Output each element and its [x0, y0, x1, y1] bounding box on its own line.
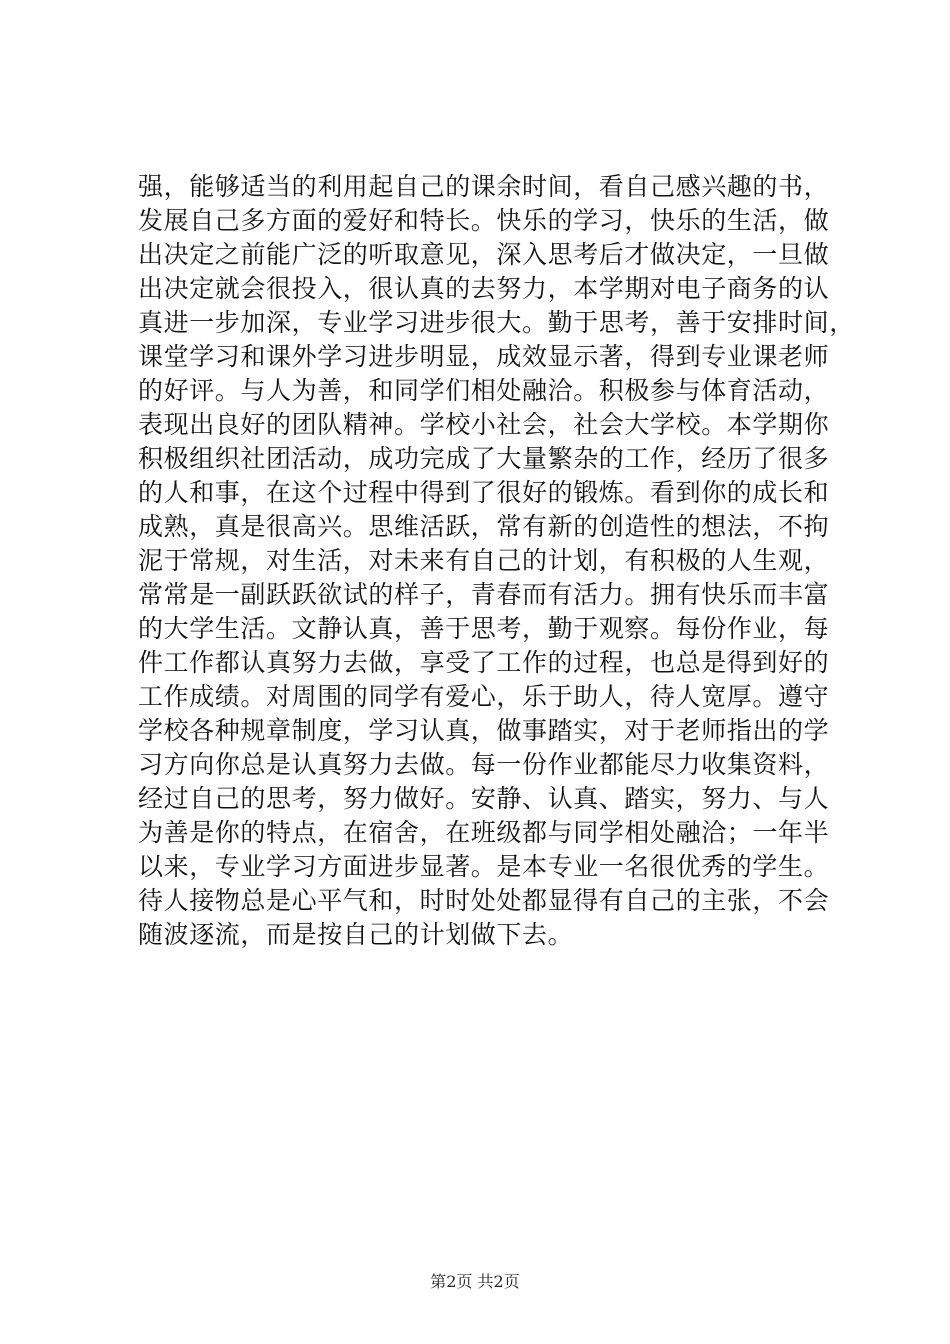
text-line: 习方向你总是认真努力去做。每一份作业都能尽力收集资料，: [138, 750, 830, 779]
text-line: 以来，专业学习方面进步显著。是本专业一名很优秀的学生。: [138, 852, 830, 881]
text-line: 强，能够适当的利用起自己的课余时间，看自己感兴趣的书，: [138, 172, 830, 201]
text-line: 常常是一副跃跃欲试的样子，青春而有活力。拥有快乐而丰富: [138, 580, 830, 609]
text-line: 随波逐流，而是按自己的计划做下去。: [138, 920, 574, 949]
text-line: 积极组织社团活动，成功完成了大量繁杂的工作，经历了很多: [138, 444, 830, 473]
text-line: 泥于常规，对生活，对未来有自己的计划，有积极的人生观，: [138, 546, 830, 575]
text-line: 的大学生活。文静认真，善于思考，勤于观察。每份作业，每: [138, 614, 830, 643]
text-line: 真进一步加深，专业学习进步很大。勤于思考，善于安排时间，: [138, 308, 855, 337]
text-line: 发展自己多方面的爱好和特长。快乐的学习，快乐的生活，做: [138, 206, 830, 235]
text-line: 的人和事，在这个过程中得到了很好的锻炼。看到你的成长和: [138, 478, 830, 507]
body-text: [138, 170, 855, 952]
text-line: 表现出良好的团队精神。学校小社会，社会大学校。本学期你: [138, 410, 830, 439]
text-line: 的好评。与人为善，和同学们相处融洽。积极参与体育活动，: [138, 376, 830, 405]
text-line: 学校各种规章制度，学习认真，做事踏实，对于老师指出的学: [138, 716, 830, 745]
text-line: 工作成绩。对周围的同学有爱心，乐于助人，待人宽厚。遵守: [138, 682, 830, 711]
text-line: 为善是你的特点，在宿舍，在班级都与同学相处融洽；一年半: [138, 818, 830, 847]
text-line: 课堂学习和课外学习进步明显，成效显示著，得到专业课老师: [138, 342, 830, 371]
text-line: 成熟，真是很高兴。思维活跃，常有新的创造性的想法，不拘: [138, 512, 830, 541]
text-line: 件工作都认真努力去做，享受了工作的过程，也总是得到好的: [138, 648, 830, 677]
text-line: 待人接物总是心平气和，时时处处都显得有自己的主张，不会: [138, 886, 830, 915]
text-line: 出决定之前能广泛的听取意见，深入思考后才做决定，一旦做: [138, 240, 830, 269]
text-line: 出决定就会很投入，很认真的去努力，本学期对电子商务的认: [138, 274, 830, 303]
text-line: 经过自己的思考，努力做好。安静、认真、踏实，努力、与人: [138, 784, 830, 813]
page-number-footer: 第2页 共2页: [430, 1272, 520, 1291]
